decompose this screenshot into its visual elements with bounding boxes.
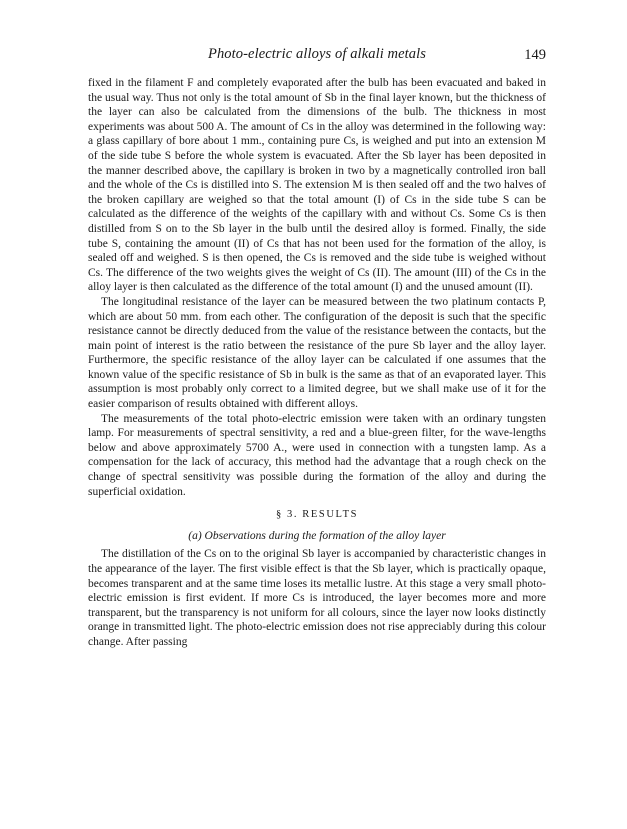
running-title: Photo-electric alloys of alkali metals	[207, 46, 427, 62]
page-header	[88, 46, 546, 66]
section-heading: § 3. RESULTS	[275, 509, 359, 521]
paragraph: fixed in the filament F and completely evaporated after the bulb has been evacuated and baked in the usual way. Thus not only is the total amount of Sb in the final layer known, but the thickness of the layer can also be calculated from the dimensions of the bulb. The thickness in most experiments was about 500 A. The amount of Cs in the alloy was determined in the following way: a glass capillary of bore about 1 mm., containing pure Cs, is weighed and put into an extension M of the side tube S before the whole system is evacuated. After the Sb layer has been deposited in the manner described above, the capillary is broken in two by a magnetically controlled iron ball and the whole of the Cs is distilled into S. The extension M is then sealed off and the two halves of the broken capillary are weighed so that the total amount (I) of Cs in the side tube S can be calculated as the difference of the weights of the capillary with and without Cs. Some Cs is then distilled from S on to the Sb layer in the bulb until the desired alloy is formed. Finally, the side tube S, containing the amount (II) of Cs that has not been used for the formation of the alloy, is sealed off and weighed. S is then opened, the Cs is removed and the side tube is weighed without Cs. The difference of the two weights gives the weight of Cs (II). The amount (III) of the Cs in the alloy layer is then calculated as the difference of the total amount (I) and the unused amount (II).	[88, 77, 546, 294]
subsection-heading: (a) Observations during the formation of the alloy layer	[188, 529, 446, 542]
paragraph: The distillation of the Cs on to the original Sb layer is accompanied by characteristic changes in the appearance of the layer. The first visible effect is that the Sb layer, which is practically opaque, becomes transparent and at the same time loses its metallic lustre. At this stage a very small photo-electric emission is first evident. If more Cs is introduced, the layer becomes more and more transparent, but the transparency is not uniform for all colours, since the layer now looks distinctly orange in transmitted light. The photo-electric emission does not rise appreciably during this colour change. After passing	[88, 548, 546, 648]
page-number: 149	[524, 47, 546, 63]
body-text	[88, 76, 546, 650]
paragraph: The longitudinal resistance of the layer can be measured between the two platinum contacts P, which are about 50 mm. from each other. The configuration of the deposit is such that the specific resistance cannot be directly deduced from the value of the resistance between the contacts, but the main point of interest is the ratio between the resistance of the pure Sb layer and the alloy layer. Furthermore, the specific resistance of the alloy layer can be calculated if one assumes that the known value of the specific resistance of Sb in bulk is the same as that of an evaporated layer. This assumption is most probably only correct to a limited degree, but we shall make use of it for the easier comparison of results obtained with different alloys.	[88, 295, 546, 411]
paragraph: The measurements of the total photo-electric emission were taken with an ordinary tungsten lamp. For measurements of spectral sensitivity, a red and a blue-green filter, for the wave-lengths below and above approximately 5700 A., were used in connection with a tungsten lamp. As a compensation for the lack of accuracy, this method had the advantage that a rough check on the change of spectral sensitivity was possible during the formation of the alloy and during the superficial oxidation.	[88, 412, 546, 498]
